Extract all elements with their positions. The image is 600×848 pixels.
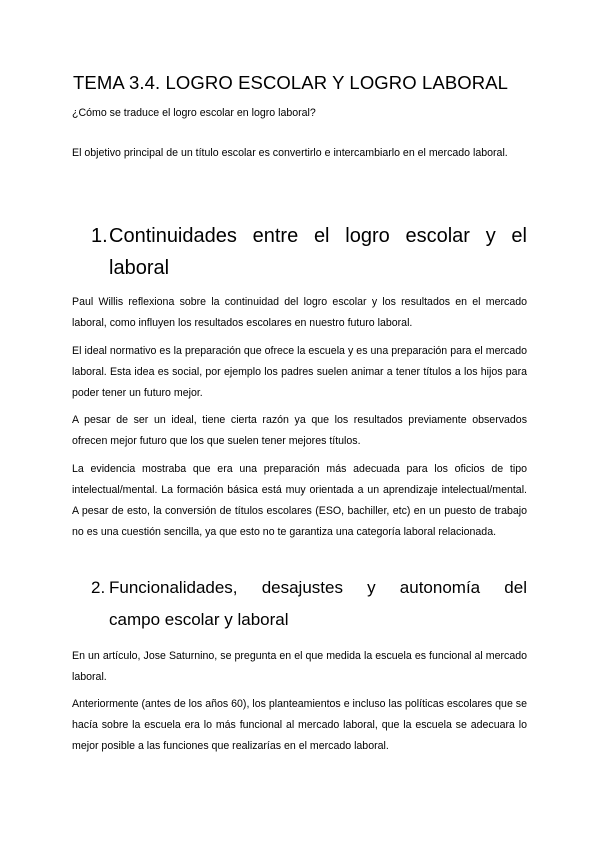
section-1-heading-word: entre (252, 225, 299, 247)
section-1-paragraph: La evidencia mostraba que era una preparación más adecuada para los oficios de tipo intelectual/mental. La formación básica está muy orientada a un aprendizaje intelectual/mental. A pesar de esto, la conversión de títulos escolares (ESO, bachiller, etc) en un puesto de trabajo no es una cuestión sencilla, ya que esto no te garantiza una categoría laboral relacionada. (72, 463, 527, 538)
section-1-number: 1. (91, 225, 108, 247)
section-1-heading-word: y (485, 225, 496, 247)
section-2-heading-word: Funcionalidades, (109, 578, 238, 597)
section-2-heading-word: y (367, 578, 376, 597)
section-2-paragraph: Anteriormente (antes de los años 60), los planteamientos e incluso las políticas escolares que se hacía sobre la escuela era lo más funcional al mercado laboral, que la escuela se adecuara lo mejor posible a las funciones que realizarías en el mercado laboral. (72, 698, 527, 752)
section-2-heading (91, 572, 527, 636)
section-1-heading-word: el (511, 225, 527, 247)
intro-paragraph: El objetivo principal de un título escolar es convertirlo e intercambiarlo en el mercado laboral. (72, 147, 508, 159)
section-2-number: 2. (91, 578, 106, 597)
section-1-heading-line-1 (91, 220, 527, 252)
section-1-heading-word: el (313, 225, 330, 247)
intro-question: ¿Cómo se traduce el logro escolar en logro laboral? (72, 107, 316, 119)
section-2-heading-line-2: campo escolar y laboral (109, 610, 289, 629)
section-2-paragraph: En un artículo, Jose Saturnino, se pregunta en el que medida la escuela es funcional al mercado laboral. (72, 650, 527, 683)
section-1-heading-word: Continuidades (109, 225, 237, 247)
section-1-heading-line-2: laboral (109, 257, 170, 279)
section-2-heading-word: autonomía (399, 578, 481, 597)
section-1-paragraph: Paul Willis reflexiona sobre la continuidad del logro escolar y los resultados en el mercado laboral, como influyen los resultados escolares en nuestro futuro laboral. (72, 296, 527, 329)
page-title: TEMA 3.4. LOGRO ESCOLAR Y LOGRO LABORAL (73, 72, 509, 93)
section-1-paragraph: A pesar de ser un ideal, tiene cierta razón ya que los resultados previamente observados ofrecen mejor futuro que los que suelen tener mejores títulos. (72, 414, 527, 447)
section-2-heading-word: desajustes (261, 578, 343, 597)
section-1-paragraph: El ideal normativo es la preparación que ofrece la escuela y es una preparación para el mercado laboral. Esta idea es social, por ejemplo los padres suelen animar a tener títulos a los hijos para poder tener un futuro mejor. (72, 345, 527, 399)
section-2-heading-word: del (504, 578, 527, 597)
section-2-heading-line-1 (91, 572, 527, 604)
section-1-heading-word: logro (345, 225, 390, 247)
section-1-heading-word: escolar (405, 225, 470, 247)
section-1-heading (91, 220, 527, 284)
